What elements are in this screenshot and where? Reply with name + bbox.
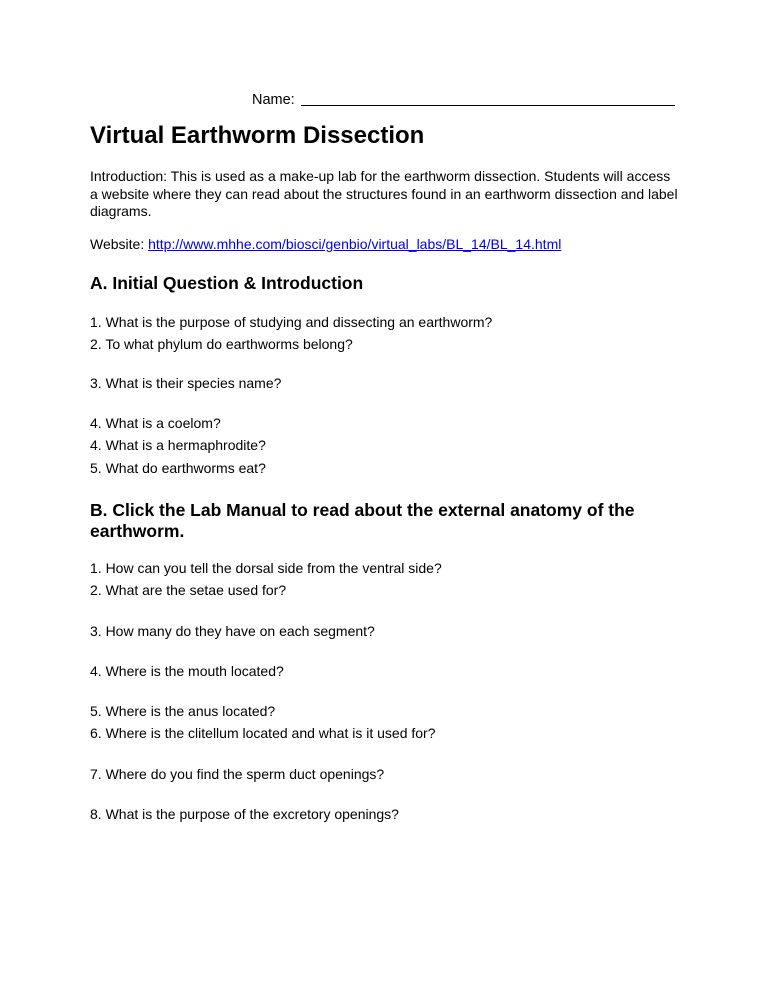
question-b2: 2. What are the setae used for? xyxy=(90,582,287,598)
question-a4: 4. What is a coelom? xyxy=(90,415,221,431)
question-a5: 4. What is a hermaphrodite? xyxy=(90,437,266,453)
question-b8: 8. What is the purpose of the excretory openings? xyxy=(90,806,399,822)
question-a2: 2. To what phylum do earthworms belong? xyxy=(90,336,353,352)
page-title: Virtual Earthworm Dissection xyxy=(90,122,425,149)
question-b6: 6. Where is the clitellum located and what is it used for? xyxy=(90,725,436,741)
question-b7: 7. Where do you find the sperm duct openings? xyxy=(90,766,385,782)
website-label: Website: xyxy=(90,236,145,252)
question-b3: 3. How many do they have on each segment? xyxy=(90,623,375,639)
question-b1: 1. How can you tell the dorsal side from the ventral side? xyxy=(90,560,442,576)
question-b4: 4. Where is the mouth located? xyxy=(90,663,284,679)
question-a6: 5. What do earthworms eat? xyxy=(90,460,266,476)
question-a1: 1. What is the purpose of studying and dissecting an earthworm? xyxy=(90,314,493,330)
name-blank[interactable] xyxy=(301,91,675,106)
section-a-heading: A. Initial Question & Introduction xyxy=(90,273,364,293)
question-b5: 5. Where is the anus located? xyxy=(90,703,276,719)
introduction-text: Introduction: This is used as a make-up lab for the earthworm dissection. Students will access a website where they can read about the structures found in an earthworm dissection and label diagrams. xyxy=(90,168,678,219)
question-a3: 3. What is their species name? xyxy=(90,375,282,391)
website-link[interactable]: http://www.mhhe.com/biosci/genbio/virtual_labs/BL_14/BL_14.html xyxy=(148,236,562,252)
section-b-heading: B. Click the Lab Manual to read about the external anatomy of the earthworm. xyxy=(90,500,635,541)
name-label: Name: xyxy=(252,92,295,108)
name-field-line xyxy=(252,91,675,108)
website-line xyxy=(90,236,561,252)
